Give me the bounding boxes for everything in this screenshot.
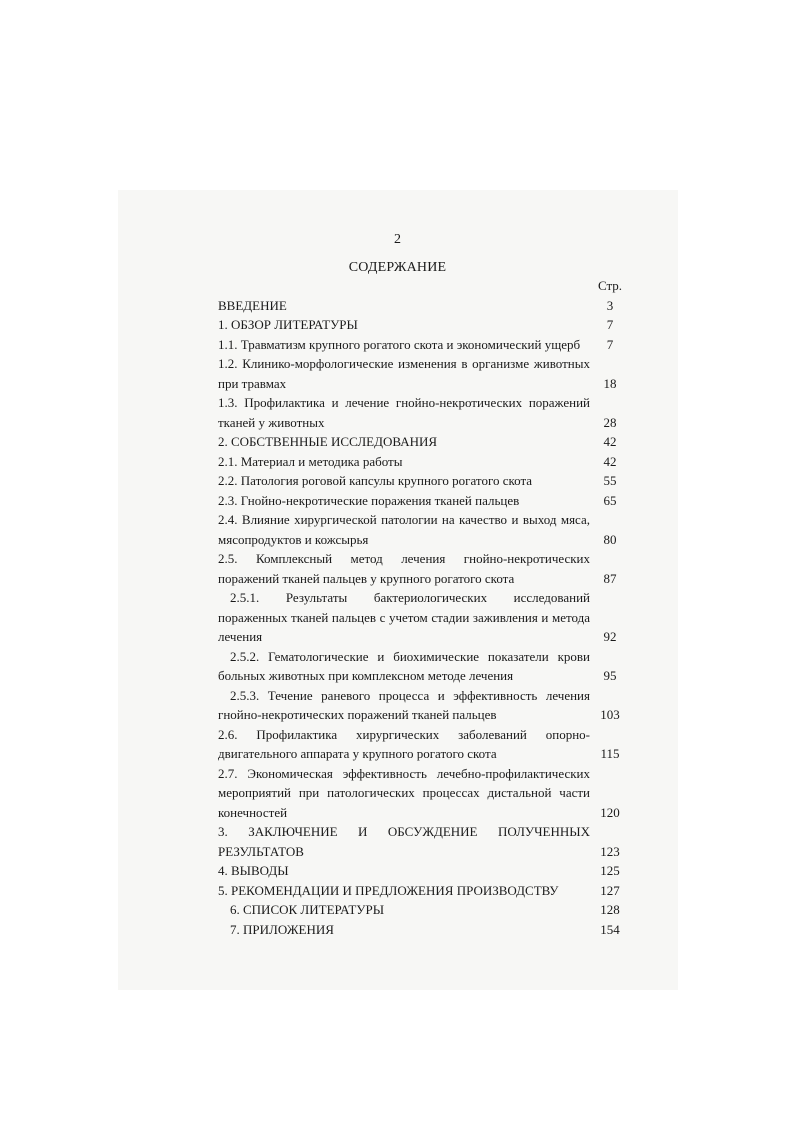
toc-entry-text: 2.7. Экономическая эффективность лечебно-профилактических мероприятий при патологических процессах дистальной части конечностей <box>218 765 590 820</box>
toc-entry-text: 1. ОБЗОР ЛИТЕРАТУРЫ <box>218 317 358 332</box>
toc-entry-text: 7. ПРИЛОЖЕНИЯ <box>230 921 334 937</box>
toc-entry-2-3[interactable] <box>218 491 630 511</box>
toc-entry-4[interactable] <box>218 861 630 881</box>
toc-entry-1-2[interactable] <box>218 354 630 393</box>
toc-entry-text: 2.5.3. Течение раневого процесса и эффективность лечения гнойно-некротических поражений тканей пальцев <box>218 687 590 722</box>
toc-entry-text: 1.1. Травматизм крупного рогатого скота и экономический ущерб <box>218 336 581 352</box>
toc-entry-page: 103 <box>600 707 620 722</box>
toc-entry-page: 154 <box>600 921 620 937</box>
toc-entry-text: 2.5. Комплексный метод лечения гнойно-некротических поражений тканей пальцев у крупного рогатого скота <box>218 551 590 586</box>
toc-entry-text: 2. СОБСТВЕННЫЕ ИССЛЕДОВАНИЯ <box>218 434 438 449</box>
toc-entry-text: 3. ЗАКЛЮЧЕНИЕ И ОБСУЖДЕНИЕ ПОЛУЧЕННЫХ РЕЗУЛЬТАТОВ <box>218 824 590 859</box>
toc-entry-2-7[interactable] <box>218 764 630 823</box>
toc-entry-page: 87 <box>603 570 617 586</box>
toc-entry-2-5-3[interactable] <box>218 686 630 725</box>
toc-entry-2-5-1[interactable] <box>218 588 630 647</box>
toc-entry-text: 2.2. Патология роговой капсулы крупного рогатого скота <box>218 473 533 488</box>
toc-entry-page: 128 <box>600 902 620 917</box>
toc-entry-page: 80 <box>603 531 617 547</box>
toc-entry-page: 42 <box>603 453 617 469</box>
toc-entry-1-3[interactable] <box>218 393 630 432</box>
toc-entry-page: 7 <box>606 317 614 332</box>
toc-entry-page: 18 <box>603 375 617 391</box>
toc-entry-page: 92 <box>603 629 617 644</box>
page-column-header: Стр. <box>597 278 623 293</box>
toc-entry-page: 95 <box>603 668 617 683</box>
toc-entry-text: 2.5.1. Результаты бактериологических исследований пораженных тканей пальцев с учетом стадии заживления и метода лечения <box>218 590 590 644</box>
toc-entry-text: 2.6. Профилактика хирургических заболеваний опорно-двигательного аппарата у крупного рогатого скота <box>218 726 590 761</box>
toc-entry-text: 2.3. Гнойно-некротические поражения тканей пальцев <box>218 492 520 508</box>
toc-entry-2-6[interactable] <box>218 725 630 764</box>
toc-entry-page: 115 <box>600 746 620 761</box>
toc-entry-text: 2.1. Материал и методика работы <box>218 453 403 469</box>
toc-entry-page: 7 <box>606 336 614 352</box>
toc-entry-page: 3 <box>606 297 614 313</box>
toc-entry-text: 2.4. Влияние хирургической патологии на качество и выход мяса, мясопродуктов и кожсырья <box>218 512 590 547</box>
toc-entry-2-1[interactable] <box>218 452 630 472</box>
toc-entry-page: 42 <box>603 434 617 449</box>
toc-entry-7[interactable] <box>218 920 630 940</box>
toc-entry-introduction[interactable] <box>218 296 630 316</box>
toc-header <box>218 276 630 296</box>
toc-entry-text: 1.3. Профилактика и лечение гнойно-некротических поражений тканей у животных <box>218 395 590 430</box>
toc-entry-2-2[interactable] <box>218 471 630 491</box>
toc-entry-text: 4. ВЫВОДЫ <box>218 863 289 878</box>
toc-entry-text: 5. РЕКОМЕНДАЦИИ И ПРЕДЛОЖЕНИЯ ПРОИЗВОДСТВУ <box>218 882 559 898</box>
toc-entry-2[interactable] <box>218 432 630 452</box>
page-title: СОДЕРЖАНИЕ <box>348 260 447 275</box>
page-number: 2 <box>394 232 401 247</box>
toc-entry-page: 123 <box>600 843 620 859</box>
toc-entry-2-4[interactable] <box>218 510 630 549</box>
toc-entry-page: 28 <box>603 414 617 430</box>
toc-entry-page: 55 <box>603 473 617 488</box>
toc-entry-page: 125 <box>600 863 620 878</box>
toc-entry-6[interactable] <box>218 900 630 920</box>
toc-entry-page: 127 <box>600 882 620 898</box>
toc-entry-text: ВВЕДЕНИЕ <box>218 297 287 313</box>
toc-entry-text: 1.2. Клинико-морфологические изменения в организме животных при травмах <box>218 356 590 391</box>
toc-entry-page: 65 <box>603 492 617 508</box>
table-of-contents <box>218 276 630 939</box>
toc-entry-2-5[interactable] <box>218 549 630 588</box>
toc-entry-2-5-2[interactable] <box>218 647 630 686</box>
toc-entry-3[interactable] <box>218 822 630 861</box>
toc-entry-page: 120 <box>600 804 620 820</box>
toc-entry-1-1[interactable] <box>218 335 630 355</box>
toc-entry-5[interactable] <box>218 881 630 901</box>
toc-entry-text: 6. СПИСОК ЛИТЕРАТУРЫ <box>230 902 385 917</box>
toc-entry-1[interactable] <box>218 315 630 335</box>
toc-entry-text: 2.5.2. Гематологические и биохимические показатели крови больных животных при комплексном методе лечения <box>218 648 590 683</box>
